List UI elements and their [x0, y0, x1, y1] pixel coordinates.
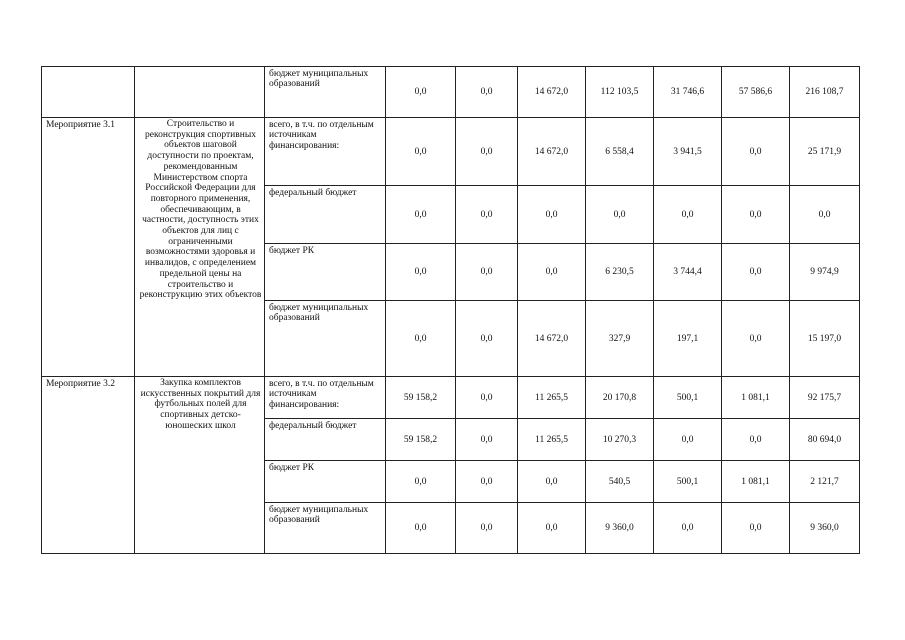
value-cell: 15 197,0 — [790, 301, 860, 377]
value-cell: 112 103,5 — [586, 67, 654, 118]
value-cell: 59 158,2 — [386, 377, 456, 419]
value-cell: 0,0 — [456, 186, 518, 244]
value-cell: 0,0 — [386, 186, 456, 244]
value-cell: 0,0 — [386, 244, 456, 301]
value-cell: 0,0 — [722, 186, 790, 244]
value-cell: 0,0 — [456, 419, 518, 461]
value-cell: 2 121,7 — [790, 461, 860, 503]
funding-source-cell: федеральный бюджет — [265, 186, 386, 244]
value-cell: 9 360,0 — [586, 503, 654, 554]
value-cell: 6 230,5 — [586, 244, 654, 301]
value-cell: 540,5 — [586, 461, 654, 503]
table-row — [42, 377, 860, 419]
value-cell: 0,0 — [654, 419, 722, 461]
value-cell: 14 672,0 — [518, 118, 586, 186]
table-row — [42, 118, 860, 186]
value-cell: 59 158,2 — [386, 419, 456, 461]
value-cell: 57 586,6 — [722, 67, 790, 118]
value-cell: 327,9 — [586, 301, 654, 377]
value-cell: 0,0 — [518, 461, 586, 503]
value-cell: 1 081,1 — [722, 461, 790, 503]
funding-source-cell: бюджет муниципальных образований — [265, 503, 386, 554]
value-cell: 0,0 — [586, 186, 654, 244]
value-cell: 14 672,0 — [518, 67, 586, 118]
value-cell: 0,0 — [456, 244, 518, 301]
funding-source-cell: федеральный бюджет — [265, 419, 386, 461]
value-cell: 0,0 — [386, 461, 456, 503]
funding-source-cell: бюджет РК — [265, 244, 386, 301]
funding-source-cell: бюджет РК — [265, 461, 386, 503]
value-cell: 0,0 — [722, 118, 790, 186]
value-cell: 10 270,3 — [586, 419, 654, 461]
value-cell: 1 081,1 — [722, 377, 790, 419]
value-cell: 14 672,0 — [518, 301, 586, 377]
value-cell: 25 171,9 — [790, 118, 860, 186]
value-cell: 0,0 — [722, 419, 790, 461]
value-cell: 11 265,5 — [518, 419, 586, 461]
value-cell: 31 746,6 — [654, 67, 722, 118]
value-cell: 500,1 — [654, 377, 722, 419]
table-row — [42, 67, 860, 118]
funding-source-cell: всего, в т.ч. по отдельным источникам финансирования: — [265, 377, 386, 419]
value-cell: 0,0 — [456, 377, 518, 419]
value-cell: 0,0 — [518, 244, 586, 301]
value-cell: 0,0 — [456, 301, 518, 377]
value-cell: 0,0 — [722, 244, 790, 301]
value-cell: 0,0 — [456, 503, 518, 554]
value-cell: 0,0 — [386, 301, 456, 377]
value-cell: 9 360,0 — [790, 503, 860, 554]
value-cell: 0,0 — [722, 503, 790, 554]
value-cell: 20 170,8 — [586, 377, 654, 419]
event-code-cell: Мероприятие 3.1 — [42, 118, 135, 377]
value-cell: 0,0 — [654, 503, 722, 554]
event-name-cell: Закупка комплектов искусственных покрытий для футбольных полей для спортивных детско-юношеских школ — [135, 377, 265, 554]
value-cell: 0,0 — [654, 186, 722, 244]
value-cell: 216 108,7 — [790, 67, 860, 118]
value-cell: 0,0 — [456, 67, 518, 118]
funding-source-cell: бюджет муниципальных образований — [265, 301, 386, 377]
funding-table — [41, 66, 860, 554]
funding-source-cell: бюджет муниципальных образований — [265, 67, 386, 118]
value-cell: 0,0 — [386, 67, 456, 118]
value-cell: 0,0 — [386, 503, 456, 554]
value-cell: 0,0 — [456, 118, 518, 186]
value-cell: 0,0 — [722, 301, 790, 377]
value-cell: 500,1 — [654, 461, 722, 503]
value-cell: 0,0 — [456, 461, 518, 503]
event-code-cell: Мероприятие 3.2 — [42, 377, 135, 554]
value-cell: 11 265,5 — [518, 377, 586, 419]
event-name-cell: Строительство и реконструкция спортивных объектов шаговой доступности по проектам, рекомендованным Министерством спорта Российской Федерации для повторного применения, обеспечивающим, в частности, доступность этих объектов для лиц с ограниченными возможностями здоровья и инвалидов, с определением предельной цены на строительство и реконструкцию этих объектов — [135, 118, 265, 377]
value-cell: 80 694,0 — [790, 419, 860, 461]
value-cell: 0,0 — [386, 118, 456, 186]
event-code-cell — [42, 67, 135, 118]
value-cell: 92 175,7 — [790, 377, 860, 419]
event-name-cell — [135, 67, 265, 118]
value-cell: 197,1 — [654, 301, 722, 377]
value-cell: 0,0 — [790, 186, 860, 244]
value-cell: 6 558,4 — [586, 118, 654, 186]
funding-source-cell: всего, в т.ч. по отдельным источникам финансирования: — [265, 118, 386, 186]
value-cell: 3 941,5 — [654, 118, 722, 186]
value-cell: 0,0 — [518, 186, 586, 244]
value-cell: 9 974,9 — [790, 244, 860, 301]
value-cell: 3 744,4 — [654, 244, 722, 301]
value-cell: 0,0 — [518, 503, 586, 554]
